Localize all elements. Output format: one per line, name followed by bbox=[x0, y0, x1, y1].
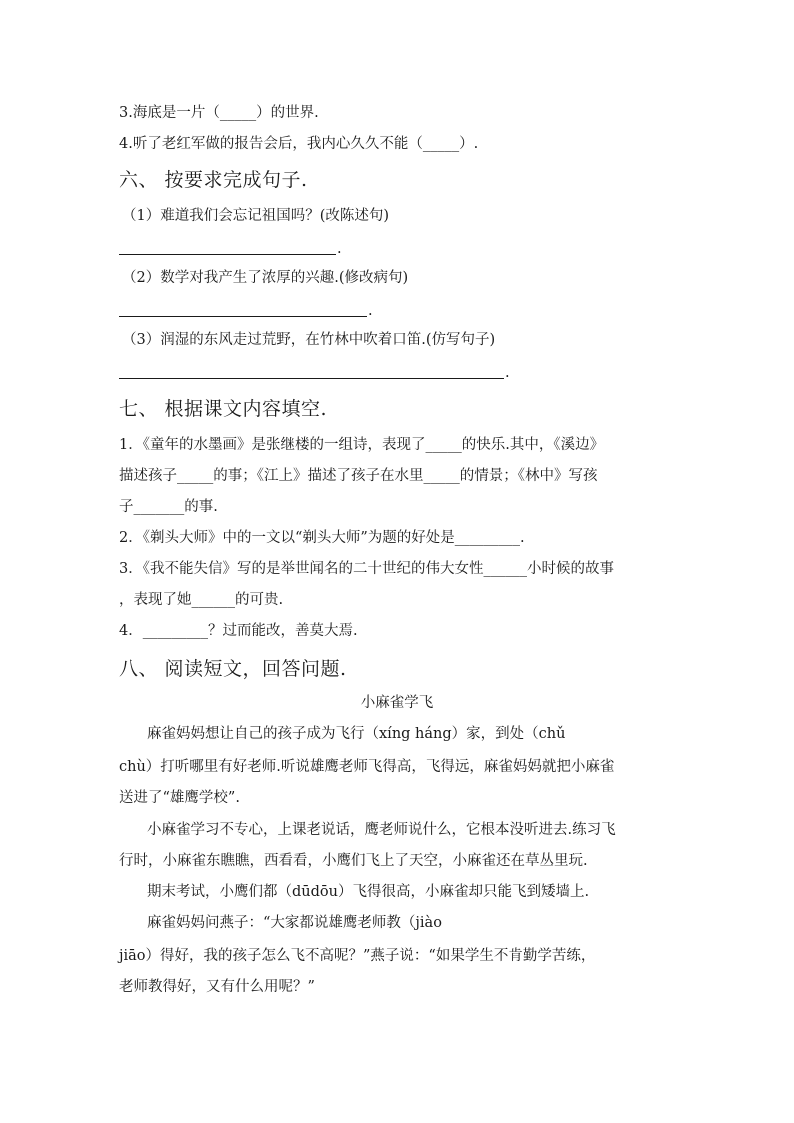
story-paragraph-4-line-1: 麻雀妈妈问燕子：“大家都说雄鹰老师教（jiào bbox=[147, 915, 442, 931]
section-7-item-4: 4．_________？过而能改，善莫大焉. bbox=[119, 623, 358, 639]
answer-line-1 bbox=[119, 254, 336, 255]
fill-question-3: 3.海底是一片（_____）的世界. bbox=[119, 105, 319, 121]
section-7-heading: 七、 根据课文内容填空. bbox=[119, 398, 328, 420]
story-paragraph-4-line-2: jiāo）得好，我的孩子怎么飞不高呢？”燕子说：“如果学生不肯勤学苦练， bbox=[119, 948, 596, 964]
section-7-item-1-line-3: 子_______的事. bbox=[119, 499, 218, 515]
section-6-heading: 六、 按要求完成句子. bbox=[119, 169, 308, 191]
story-paragraph-4-line-3: 老师教得好，又有什么用呢？” bbox=[119, 979, 315, 995]
section-7-item-1-line-1: 1．《童年的水墨画》是张继楼的一组诗，表现了_____的快乐.其中，《溪边》 bbox=[119, 437, 605, 453]
section-7-item-3-line-1: 3．《我不能失信》写的是举世闻名的二十世纪的伟大女性______小时候的故事 bbox=[119, 561, 614, 577]
sentence-task-1: （1）难道我们会忘记祖国吗？(改陈述句) bbox=[122, 208, 390, 224]
story-paragraph-3: 期末考试，小鹰们都（dūdōu）飞得很高，小麻雀却只能飞到矮墙上. bbox=[147, 884, 590, 900]
fill-question-4: 4.听了老红军做的报告会后，我内心久久不能（_____）. bbox=[119, 136, 479, 152]
story-paragraph-1-line-3: 送进了“雄鹰学校”. bbox=[119, 790, 240, 806]
answer-dot-3: . bbox=[505, 365, 510, 381]
sentence-task-3: （3）润湿的东风走过荒野，在竹林中吹着口笛.(仿写句子) bbox=[122, 332, 496, 348]
section-7-item-1-line-2: 描述孩子_____的事；《江上》描述了孩子在水里_____的情景；《林中》写孩 bbox=[119, 468, 598, 484]
story-paragraph-1-line-1: 麻雀妈妈想让自己的孩子成为飞行（xíng háng）家，到处（chǔ bbox=[147, 726, 566, 742]
story-paragraph-2-line-1: 小麻雀学习不专心，上课老说话，鹰老师说什么，它根本没听进去.练习飞 bbox=[147, 822, 616, 838]
section-7-item-2: 2．《剃头大师》中的一文以“剃头大师”为题的好处是_________. bbox=[119, 530, 525, 546]
answer-dot-2: . bbox=[368, 303, 373, 319]
story-paragraph-2-line-2: 行时，小麻雀东瞧瞧，西看看，小鹰们飞上了天空，小麻雀还在草丛里玩. bbox=[119, 853, 588, 869]
answer-line-3 bbox=[119, 378, 504, 379]
sentence-task-2: （2）数学对我产生了浓厚的兴趣.(修改病句) bbox=[122, 270, 409, 286]
answer-line-2 bbox=[119, 316, 367, 317]
section-8-heading: 八、 阅读短文，回答问题. bbox=[119, 658, 347, 680]
answer-dot-1: . bbox=[337, 241, 342, 257]
section-7-item-3-line-2: ，表现了她______的可贵. bbox=[119, 592, 284, 608]
story-title: 小麻雀学飞 bbox=[360, 695, 434, 711]
story-paragraph-1-line-2: chù）打听哪里有好老师.听说雄鹰老师飞得高，飞得远，麻雀妈妈就把小麻雀 bbox=[119, 759, 615, 775]
